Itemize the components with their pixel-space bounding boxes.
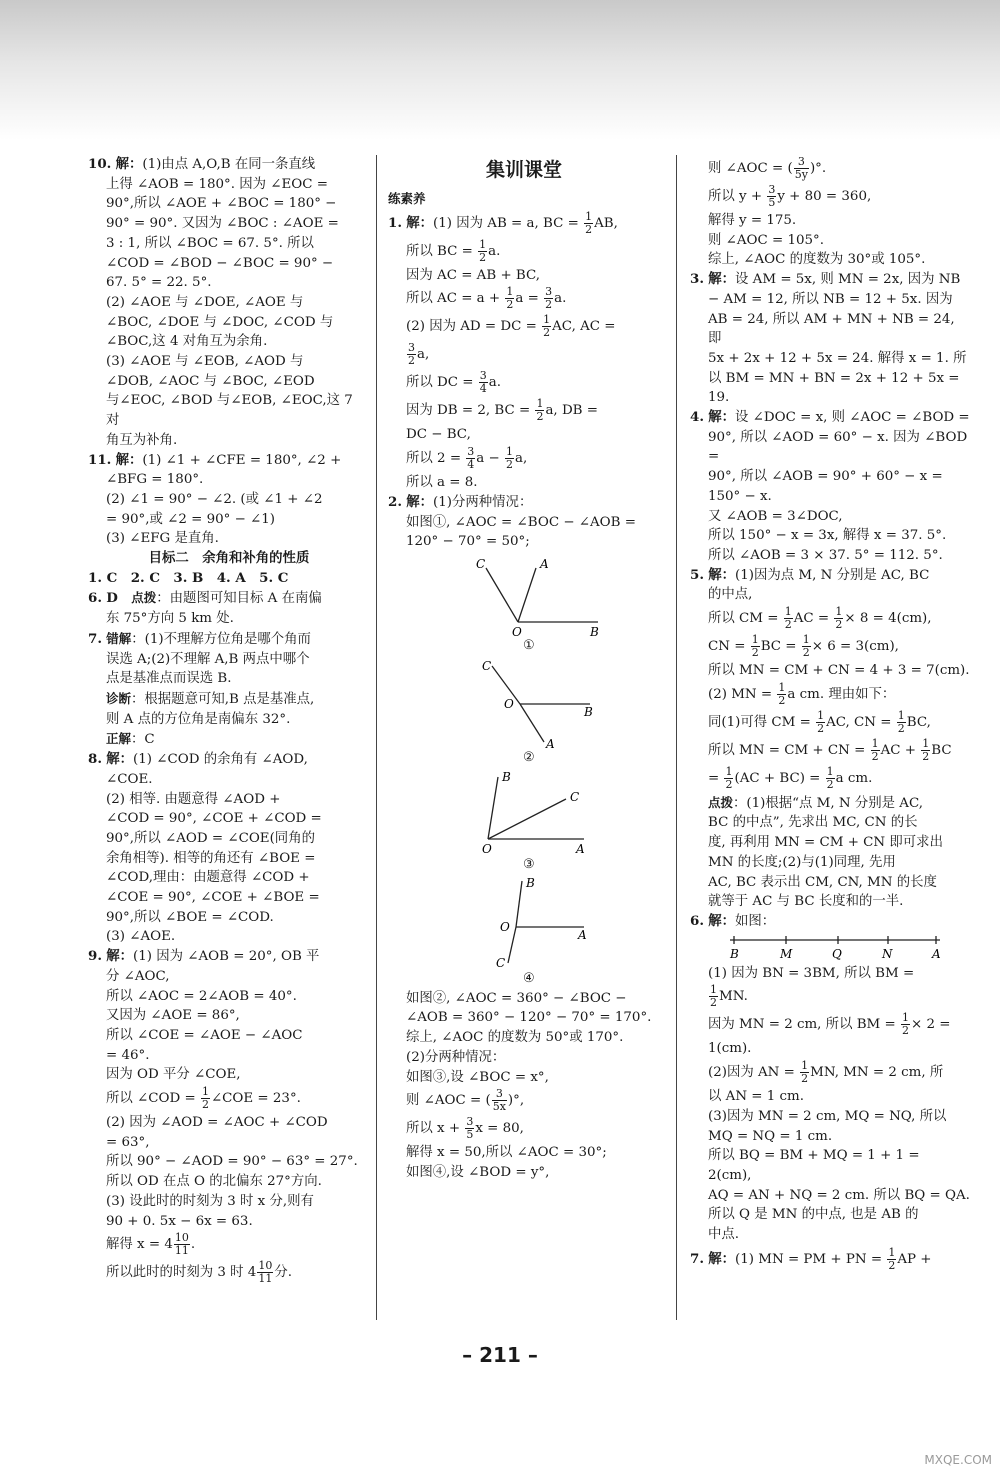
fraction: $\frac{1}{2}$ [871,736,879,763]
fraction: $\frac{3}{2}$ [408,341,415,368]
point-label: O [512,624,522,636]
point-label: Q [832,946,842,961]
segment-figure [710,934,950,964]
fraction: $\frac{1}{2}$ [536,397,544,424]
q-number: 11. [88,451,112,468]
fraction: $\frac{3}{5}$ [768,183,776,209]
point-label: N [882,946,893,961]
angle-figure-3 [448,769,628,855]
watermark: MXQE.COM [924,1453,992,1467]
point-label: B [590,624,599,636]
fraction: $\frac{3}{4}$ [479,369,487,396]
point-label: B [584,704,593,719]
section-title: 集训课堂 [485,159,562,181]
fraction: $\frac{1}{2}$ [922,736,930,763]
error-tag: 错解 [106,630,132,646]
fraction: $\frac{1}{2}$ [201,1085,209,1112]
fraction: $\frac{1}{2}$ [784,605,792,632]
point-label: A [576,842,585,856]
fraction: $\frac{1}{2}$ [835,605,843,632]
section-label: 练素养 [388,191,426,206]
fraction: $\frac{1}{2}$ [801,1059,809,1086]
fraction: $\frac{1}{2}$ [710,983,717,1010]
point-label: A [578,928,587,943]
fraction: $\frac{1}{2}$ [902,1011,910,1038]
page-number: – 211 – [462,1343,538,1367]
point-label: O [500,920,510,935]
fraction: $\frac{1}{2}$ [585,209,593,236]
fraction: $\frac{3}{5y}$ [794,155,808,181]
hint-tag: 点拨 [708,794,734,810]
figure-label: ③ [523,857,535,873]
fraction: $\frac{10}{11}$ [258,1259,273,1286]
fraction: $\frac{10}{11}$ [174,1231,189,1258]
fraction: $\frac{1}{2}$ [479,237,487,264]
angle-figure-2 [448,658,628,748]
fraction: $\frac{1}{2}$ [826,764,834,791]
correct-tag: 正解 [106,731,132,747]
point-label: A [546,736,555,748]
fraction: $\frac{3}{5x}$ [492,1087,506,1114]
fraction: $\frac{1}{2}$ [817,708,825,735]
fraction: $\frac{1}{2}$ [778,680,786,707]
point-label: B [730,946,739,961]
angle-figure-4 [448,877,628,969]
point-label: O [482,842,492,856]
column-1: 10. 解：(1)由点 A,O,B 在同一条直线 上得 ∠AOB = 180°. 因为 ∠EOC = 90°,所以 ∠AOE + ∠BOC = 180° − 90° = 90°. 又因为 ∠BOC : ∠AOE = 3 : 1, 所以 ∠BOC = 67. 5°. 所以 ∠COD = ∠BOD − ∠BOC = 90° − 67. 5° = 22. 5°. (2) ∠AOE 与 ∠DOE, ∠AOE 与 ∠BOC, ∠DOE 与 ∠DOC, ∠COD 与 ∠BOC,这 4 对角互为余角. (3) ∠AOE 与 ∠EOB, ∠AOD 与 ∠DOB, ∠AOC 与 ∠BOC, ∠EOD 与∠EOC, ∠BOD 与∠EOB, ∠EOC,这 7 对 角互为补角. 11. 解：(1) ∠1 + ∠CFE = 180°, ∠2 + ∠BFG = 180°. (2) ∠1 = 90° − ∠2. (或 ∠1 + ∠2 = 90°,或 ∠2 = 90° − ∠1) (3) ∠EFG 是直角. 目标二 余角和补角的性质 1. C 2. C 3. B 4. A 5. C 6. D 点拨：由题图可知目标 A 在南偏 东 75°方向 5 km 处. 7. 错解：(1)不理解方位角是哪个角而 误选 A;(2)不理解 A,B 两点中哪个 点是基准点而误选 B. 诊断：根据题意可知,B 点是基准点, 则 A 点的方位角是南偏东 32°. 正解：C 8. 解：(1) ∠COD 的余角有 ∠AOD, ∠COE. (2) 相等. 由题意得 ∠AOD + ∠COD = 90°, ∠COE + ∠COD = 90°,所以 ∠AOD = ∠COE(同角的 余角相等). 相等的角还有 ∠BOE = ∠COD,理由：由题意得 ∠COD + ∠COE = 90°, ∠COE + ∠BOE = 90°,所以 ∠BOE = ∠COD. (3) ∠AOE. 9. 解：(1) 因为 ∠AOB = 20°, OB 平 分 ∠AOC, 所以 ∠AOC = 2∠AOB = 40°. 又因为 ∠AOE = 86°, 所以 ∠COE = ∠AOE − ∠AOC = 46°. 因为 OD 平分 ∠COE, 所以 ∠COD = $\frac{1}{2}$ ∠COE = 23°. (2) 因为 ∠AOD = ∠AOC + ∠COD = 63°, 所以 90° − ∠AOD = 90° − 63° = 27°. 所以 OD 在点 O 的北偏东 27°方向. (3) 设此时的时刻为 3 时 x 分,则有 90 + 0. 5x − 6x = 63. 解得 x = 4 $\frac{10}{11}$ . 所以此时的时刻为 3 时 4 $\frac{10}{11}$ 分. [88,155,370,1287]
fraction: $\frac{3}{5}$ [466,1115,474,1142]
point-label: C [482,658,492,673]
column-divider [376,155,377,1320]
column-2: 集训课堂 练素养 1. 解：(1) 因为 AB = a, BC = $\frac{1}{2}$ AB, 所以 BC = $\frac{1}{2}$ a. 因为 AC = AB + BC, 所以 AC = a + $\frac{1}{2}$ a = $\frac{3}{2}$ a. (2) 因为 AD = DC = $\frac{1}{2}$ AC, AC = $\frac{3}{2}$ a, 所以 DC = $\frac{3}{4}$ a. 因为 DB = 2, BC = $\frac{1}{2}$ a, DB = DC − BC, 所以 2 = $\frac{3}{4}$ a − $\frac{1}{2}$ a, 所以 a = 8. 2. 解：(1)分两种情况： 如图①, ∠AOC = ∠BOC − ∠AOB = 120° − 70° = 50°; C A O B ① C O B A ② B C O A ③ B O A C ④ 如图②, ∠AOC = 360° − ∠BOC − ∠AOB = 360° − 120° − 70° = 170°. 综上, ∠AOC 的度数为 50°或 170°. (2)分两种情况： 如图③,设 ∠BOC = x°, 则 ∠AOC = ( $\frac{3}{5x}$ )°, 所以 x + $\frac{3}{5}$ x = 80, 解得 x = 50,所以 ∠AOC = 30°; 如图④,设 ∠BOD = y°, [388,155,660,1183]
answer-line: 1. C 2. C 3. B 4. A 5. C [88,569,289,586]
figure-label: ① [523,637,535,653]
fraction: $\frac{1}{2}$ [725,764,733,791]
goal-heading: 目标二 余角和补角的性质 [148,551,310,567]
fraction: $\frac{1}{2}$ [506,445,514,472]
fraction: $\frac{3}{4}$ [467,445,475,472]
point-label: O [504,696,514,711]
figure-label: ④ [523,971,535,987]
fraction: $\frac{1}{2}$ [751,633,759,660]
point-label: C [570,790,580,805]
scan-shadow [0,0,1000,140]
column-3: 则 ∠AOC = ( $\frac{3}{5y}$ )°. 所以 y + $\frac{3}{5}$ y + 80 = 360, 解得 y = 175. 则 ∠AOC = 105°. 综上, ∠AOC 的度数为 30°或 105°. 3. 解：设 AM = 5x, 则 MN = 2x, 因为 NB − AM = 12, 所以 NB = 12 + 5x. 因为 AB = 24, 所以 AM + MN + NB = 24, 即 5x + 2x + 12 + 5x = 24. 解得 x = 1. 所 以 BM = MN + BN = 2x + 12 + 5x = 19. 4. 解：设 ∠DOC = x, 则 ∠AOC = ∠BOD = 90°, 所以 ∠AOD = 60° − x. 因为 ∠BOD = 90°, 所以 ∠AOB = 90° + 60° − x = 150° − x. 又 ∠AOB = 3∠DOC, 所以 150° − x = 3x, 解得 x = 37. 5°. 所以 ∠AOB = 3 × 37. 5° = 112. 5°. 5. 解：(1)因为点 M, N 分别是 AC, BC 的中点, 所以 CM = $\frac{1}{2}$ AC = $\frac{1}{2}$ × 8 = 4(cm), CN = $\frac{1}{2}$ BC = $\frac{1}{2}$ × 6 = 3(cm), 所以 MN = CM + CN = 4 + 3 = 7(cm). (2) MN = $\frac{1}{2}$ a cm. 理由如下： 同(1)可得 CM = $\frac{1}{2}$ AC, CN = $\frac{1}{2}$ BC, 所以 MN = CM + CN = $\frac{1}{2}$ AC + $\frac{1}{2}$ BC = $\frac{1}{2}$ (AC + BC) = $\frac{1}{2}$ a cm. 点拨：(1)根据“点 M, N 分别是 AC, BC 的中点”, 先求出 MC, CN 的长 度, 再利用 MN = CM + CN 即可求出 MN 的长度;(2)与(1)同理, 先用 AC, BC 表示出 CM, CN, MN 的长度 就等于 AC 与 BC 长度和的一半. 6. 解：如图： B M Q N A (1) 因为 BN = 3BM, 所以 BM = $\frac{1}{2}$ MN. 因为 MN = 2 cm, 所以 BM = $\frac{1}{2}$ × 2 = 1(cm). (2)因为 AN = $\frac{1}{2}$ MN, MN = 2 cm, 所 以 AN = 1 cm. (3)因为 MN = 2 cm, MQ = NQ, 所以 MQ = NQ = 1 cm. 所以 BQ = BM + MQ = 1 + 1 = 2(cm), AQ = AN + NQ = 2 cm. 所以 BQ = QA. 所以 Q 是 MN 的中点, 也是 AB 的 中点. 7. 解：(1) MN = PM + PN = $\frac{1}{2}$ AP + [690,155,970,1272]
figure-label: ② [523,749,535,765]
q-number: 10. [88,156,112,172]
point-label: M [780,946,793,961]
fraction: $\frac{1}{2}$ [897,708,905,735]
fraction: $\frac{1}{2}$ [802,633,810,660]
hint-tag: 点拨 [131,590,157,606]
angle-figure-1 [448,554,628,636]
point-label: C [496,956,506,970]
column-divider [676,155,677,1320]
fraction: $\frac{1}{2}$ [506,285,514,312]
fraction: $\frac{1}{2}$ [543,313,551,340]
point-label: C [476,556,486,571]
point-label: A [540,556,549,571]
fraction: $\frac{1}{2}$ [888,1245,896,1272]
point-label: A [932,946,941,961]
point-label: B [526,877,535,891]
point-label: B [502,770,511,785]
diagnosis-tag: 诊断 [106,690,132,706]
fraction: $\frac{3}{2}$ [545,285,553,312]
